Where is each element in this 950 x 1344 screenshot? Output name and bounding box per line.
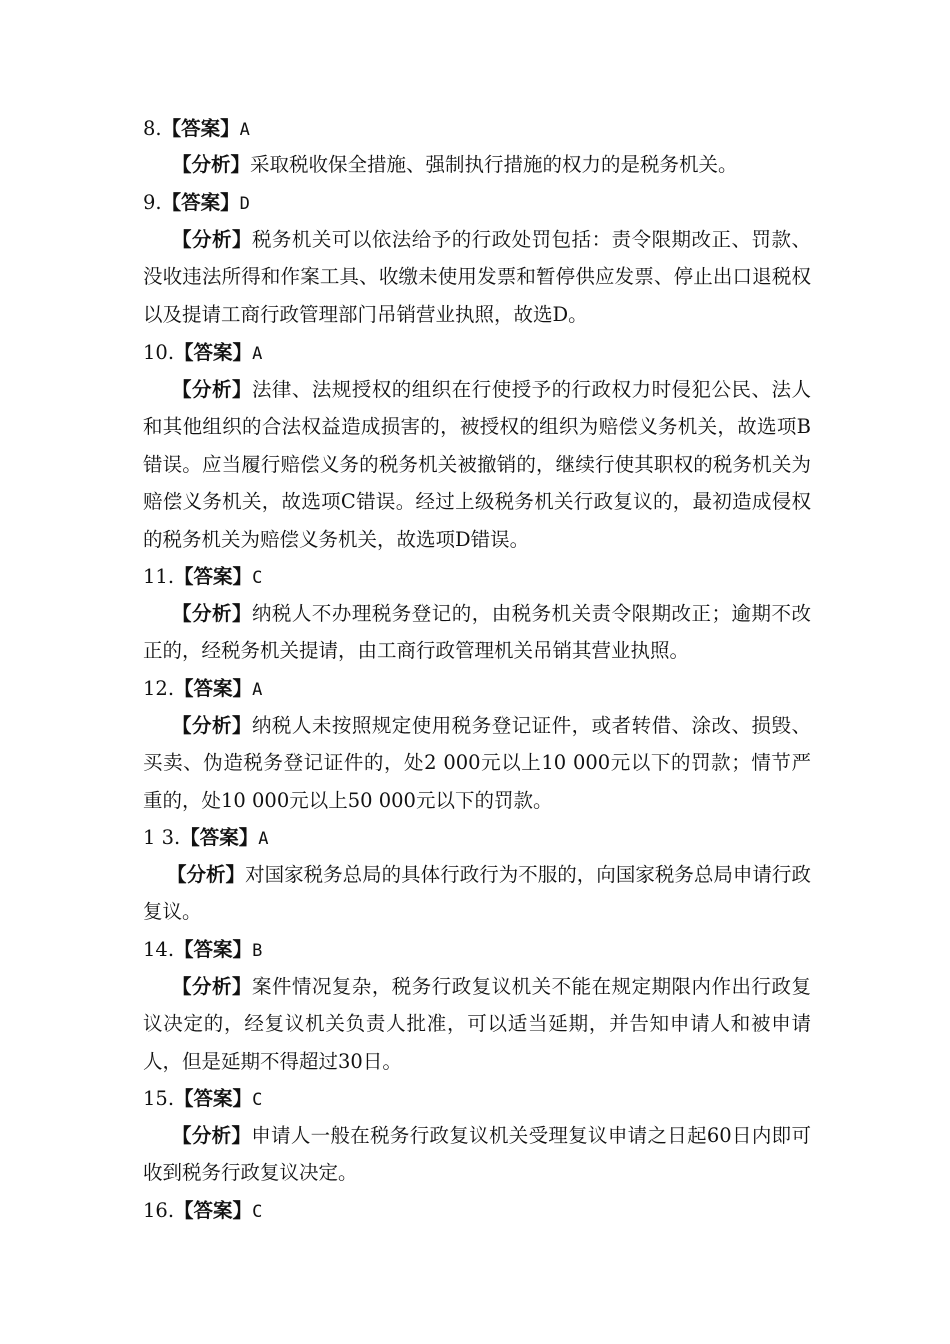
analysis-label: 【 分析 】 bbox=[172, 975, 252, 998]
question-number: 10. bbox=[143, 341, 175, 364]
analysis-label: 【 分析 】 bbox=[167, 863, 245, 886]
analysis-paragraph bbox=[143, 371, 811, 558]
question-number: 15. bbox=[143, 1087, 175, 1110]
answer-line bbox=[143, 679, 262, 699]
answer-line bbox=[143, 343, 262, 363]
analysis-text: 申请人一般在税务行政复议机关受理复议申请之日起60日内即可收到税务行政复议决定。 bbox=[143, 1124, 811, 1185]
question-number: 11. bbox=[143, 565, 175, 588]
analysis-label: 【 分析 】 bbox=[172, 714, 252, 737]
answer-value: C bbox=[252, 1090, 263, 1110]
answer-line bbox=[143, 193, 250, 213]
answer-line bbox=[143, 1201, 262, 1221]
answer-value: A bbox=[258, 829, 269, 849]
answer-label: 【 答案 】 bbox=[174, 677, 252, 700]
question-number: 8. bbox=[143, 117, 162, 140]
answer-line bbox=[143, 567, 262, 587]
answer-label: 【 答案 】 bbox=[174, 565, 252, 588]
answer-value: A bbox=[252, 680, 263, 700]
answer-label: 【 答案 】 bbox=[174, 341, 252, 364]
answer-line bbox=[143, 940, 262, 960]
question-number: 16. bbox=[143, 1199, 175, 1222]
answer-value: D bbox=[239, 194, 250, 214]
analysis-paragraph bbox=[143, 1117, 811, 1192]
answer-line bbox=[143, 828, 269, 848]
answer-value: C bbox=[252, 568, 263, 588]
answer-label: 【 答案 】 bbox=[174, 1087, 252, 1110]
question-number: 9. bbox=[143, 191, 162, 214]
analysis-text: 税务机关可以依法给予的行政处罚包括：责令限期改正、罚款、没收违法所得和作案工具、收缴未使用发票和暂停供应发票、停止出口退税权以及提请工商行政管理部门吊销营业执照，故选D。 bbox=[143, 228, 811, 326]
answer-value: C bbox=[252, 1202, 263, 1222]
analysis-label: 【 分析 】 bbox=[172, 153, 250, 176]
analysis-label: 【 分析 】 bbox=[172, 602, 252, 625]
answer-value: A bbox=[239, 120, 250, 140]
analysis-text: 纳税人不办理税务登记的，由税务机关责令限期改正；逾期不改正的，经税务机关提请，由工商行政管理机关吊销其营业执照。 bbox=[143, 602, 811, 663]
analysis-paragraph bbox=[143, 221, 811, 333]
analysis-text: 采取税收保全措施、强制执行措施的权力的是税务机关。 bbox=[250, 153, 738, 176]
answer-label: 【 答案 】 bbox=[162, 117, 240, 140]
answer-label: 【 答案 】 bbox=[174, 1199, 252, 1222]
analysis-text: 纳税人未按照规定使用税务登记证件，或者转借、涂改、损毁、买卖、伪造税务登记证件的，处2 000元以上10 000元以下的罚款；情节严重的，处10 000元以上50 000元以下的罚款。 bbox=[143, 714, 811, 812]
question-number: 1 3. bbox=[143, 826, 181, 849]
answer-label: 【 答案 】 bbox=[162, 191, 240, 214]
analysis-label: 【 分析 】 bbox=[172, 228, 252, 251]
answer-line bbox=[143, 119, 250, 139]
answer-line bbox=[143, 1089, 262, 1109]
analysis-label: 【 分析 】 bbox=[172, 1124, 251, 1147]
analysis-text: 法律、法规授权的组织在行使授予的行政权力时侵犯公民、法人和其他组织的合法权益造成损害的，被授权的组织为赔偿义务机关，故选项B错误。应当履行赔偿义务的税务机关被撤销的，继续行使其职权的税务机关为赔偿义务机关，故选项C错误。经过上级税务机关行政复议的，最初造成侵权的税务机关为赔偿义务机关，故选项D错误。 bbox=[143, 378, 811, 551]
analysis-paragraph bbox=[143, 707, 811, 819]
analysis-paragraph bbox=[143, 856, 811, 931]
answer-label: 【 答案 】 bbox=[174, 938, 252, 961]
analysis-paragraph bbox=[143, 595, 811, 670]
answer-value: B bbox=[252, 941, 263, 961]
question-number: 12. bbox=[143, 677, 175, 700]
analysis-label: 【 分析 】 bbox=[172, 378, 252, 401]
analysis-text: 案件情况复杂，税务行政复议机关不能在规定期限内作出行政复议决定的，经复议机关负责人批准，可以适当延期，并告知申请人和被申请人，但是延期不得超过30日。 bbox=[143, 975, 811, 1073]
analysis-paragraph bbox=[143, 146, 811, 183]
question-number: 14. bbox=[143, 938, 175, 961]
analysis-paragraph bbox=[143, 968, 811, 1080]
analysis-text: 对国家税务总局的具体行政行为不服的，向国家税务总局申请行政复议。 bbox=[143, 863, 811, 924]
answer-label: 【 答案 】 bbox=[180, 826, 258, 849]
answer-value: A bbox=[252, 344, 263, 364]
